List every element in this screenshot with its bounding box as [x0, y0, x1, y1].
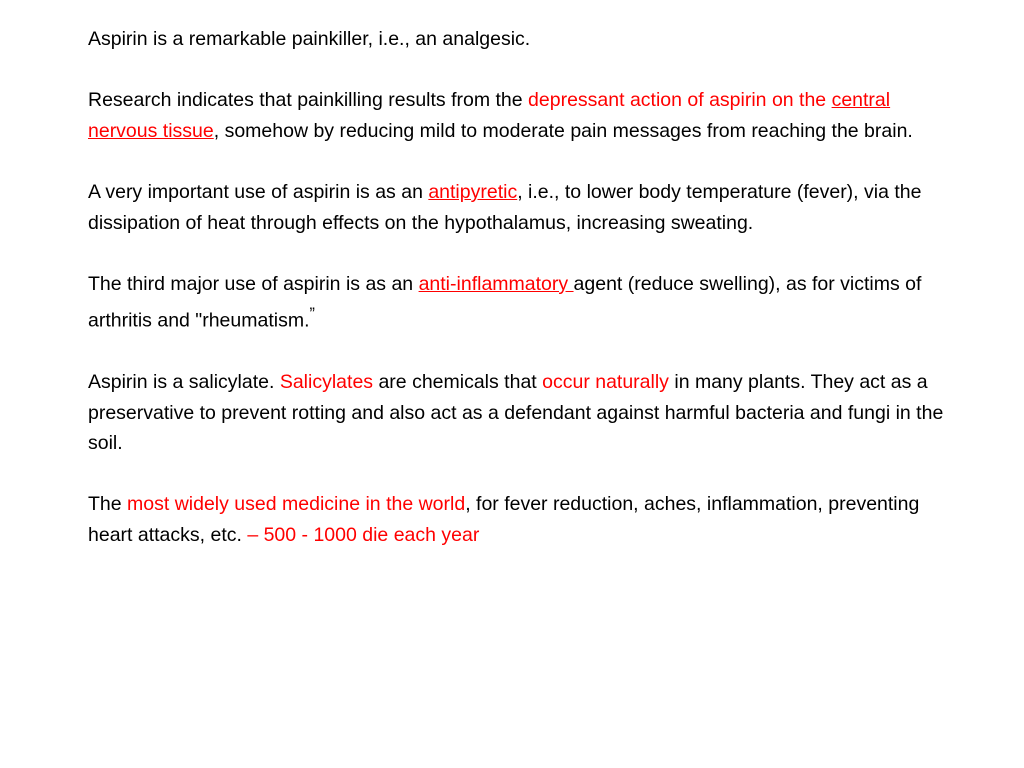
central-nervous-tissue-link[interactable]: central nervous tissue — [88, 89, 891, 142]
antipyretic-link[interactable]: antipyretic — [428, 180, 518, 203]
paragraph-painkilling — [88, 85, 958, 146]
anti-inflammatory-text-end: agent (reduce swelling), as for victims of arthritis and "rheumatism. — [88, 272, 922, 332]
salicylate-text-start: Aspirin is a salicylate. — [88, 371, 280, 394]
most-used-text-start: The — [88, 493, 128, 516]
salicylate-text-end: in many plants. They act as a preservative to prevent rotting and also act as a defendant against harmful bacteria and fungi in the soil. — [88, 371, 944, 455]
paragraph-antipyretic — [88, 177, 958, 238]
most-widely-used-highlight: most widely used medicine in the world — [127, 493, 466, 516]
antipyretic-text-end: , i.e., to lower body temperature (fever), via the dissipation of heat through effects on the hypothalamus, increasing sweating. — [88, 180, 922, 234]
paragraph-anti-inflammatory — [88, 269, 958, 337]
salicylate-text-middle: are chemicals that — [373, 371, 543, 394]
slide-body — [88, 24, 958, 581]
analgesic-text: Aspirin is a remarkable painkiller, i.e., an analgesic. — [88, 28, 531, 50]
paragraph-most-used — [88, 489, 958, 550]
anti-inflammatory-link[interactable]: anti-inflammatory — [418, 272, 574, 295]
painkilling-text-start: Research indicates that painkilling results from the — [88, 89, 529, 112]
anti-inflammatory-text-start: The third major use of aspirin is as an — [88, 272, 419, 295]
paragraph-analgesic — [88, 24, 958, 55]
antipyretic-text-start: A very important use of aspirin is as an — [88, 180, 429, 203]
occur-naturally-highlight: occur naturally — [542, 371, 669, 394]
paragraph-salicylates — [88, 367, 958, 459]
salicylates-highlight: Salicylates — [279, 371, 374, 394]
most-used-text-middle: , for fever reduction, aches, inflammation, preventing heart attacks, etc. — [88, 493, 920, 546]
deaths-per-year-highlight: – 500 - 1000 die each year — [247, 524, 480, 546]
closing-quote-mark: ” — [309, 305, 315, 324]
painkilling-text-end: , somehow by reducing mild to moderate pain messages from reaching the brain. — [213, 119, 913, 142]
depressant-action-highlight: depressant action of aspirin on the — [528, 89, 832, 112]
